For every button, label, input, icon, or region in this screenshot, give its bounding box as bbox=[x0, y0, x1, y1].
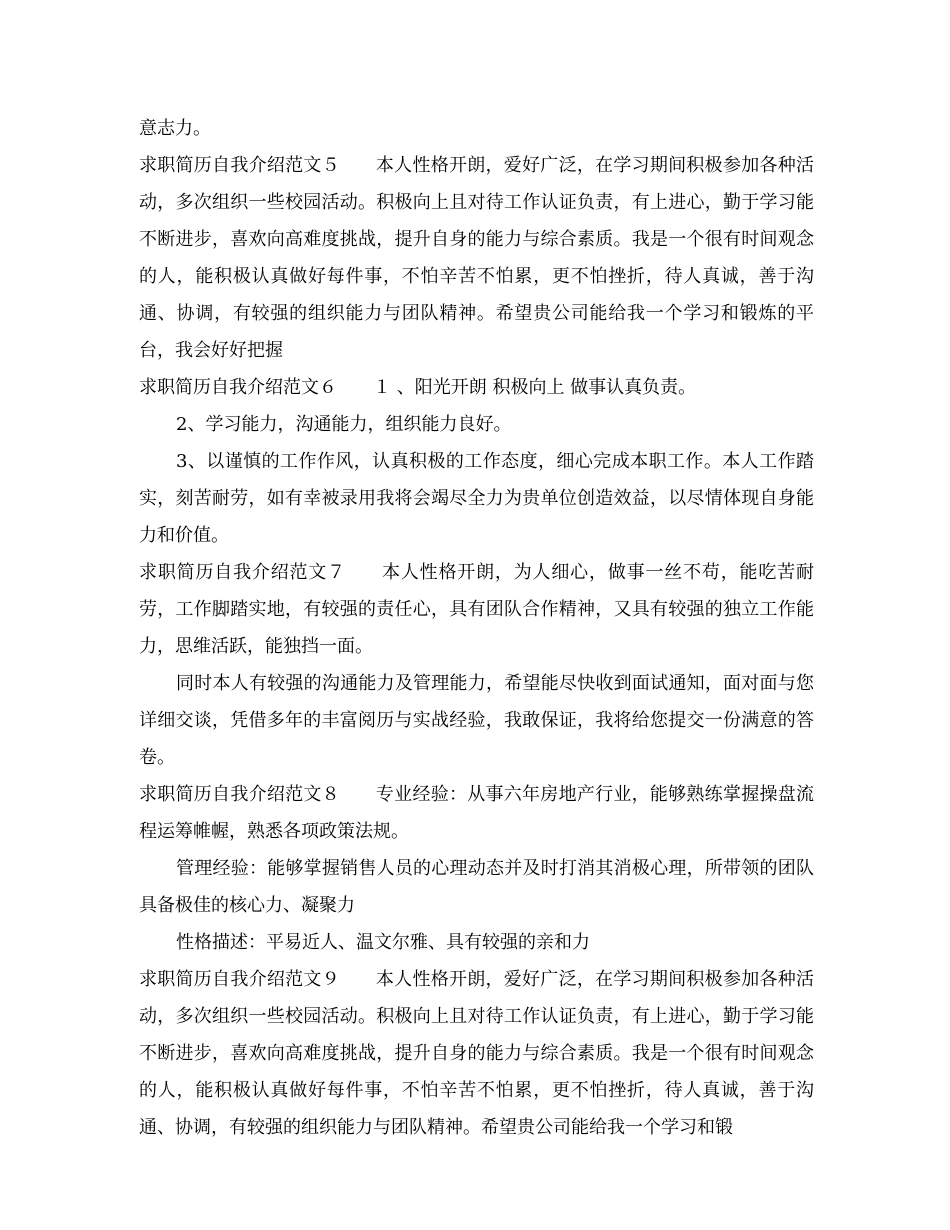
paragraph-3 bbox=[139, 369, 814, 406]
paragraph-6 bbox=[139, 554, 814, 665]
paragraph-5-text: 3、以谨慎的工作作风，认真积极的工作态度，细心完成本职工作。本人工作踏实，刻苦耐劳，如有幸被录用我将会竭尽全力为贵单位创造效益，以尽情体现自身能力和价值。 bbox=[139, 451, 814, 546]
paragraph-9-text: 管理经验：能够掌握销售人员的心理动态并及时打消其消极心理，所带领的团队具备极佳的核心力、凝聚力 bbox=[139, 858, 814, 916]
paragraph-1 bbox=[139, 110, 814, 147]
paragraph-8-text: 专业经验：从事六年房地产行业，能够熟练掌握操盘流程运筹帷幄，熟悉各项政策法规。 bbox=[139, 784, 815, 842]
paragraph-4 bbox=[139, 406, 814, 443]
section-heading-7: 求职简历自我介绍范文７ bbox=[139, 562, 346, 583]
paragraph-5 bbox=[139, 443, 814, 554]
paragraph-6-text: 本人性格开朗，为人细心，做事一丝不苟，能吃苦耐劳，工作脚踏实地，有较强的责任心，具有团队合作精神，又具有较强的独立工作能力，思维活跃，能独挡一面。 bbox=[139, 562, 814, 657]
section-heading-8: 求职简历自我介绍范文８ bbox=[139, 784, 340, 805]
section-heading-6: 求职简历自我介绍范文６ bbox=[139, 377, 337, 398]
paragraph-2 bbox=[139, 147, 814, 369]
paragraph-7-text: 同时本人有较强的沟通能力及管理能力，希望能尽快收到面试通知，面对面与您详细交谈，凭借多年的丰富阅历与实战经验，我敢保证，我将给您提交一份满意的答卷。 bbox=[139, 673, 814, 768]
paragraph-10 bbox=[139, 924, 814, 961]
paragraph-1-text: 意志力。 bbox=[139, 118, 211, 139]
paragraph-9 bbox=[139, 850, 814, 924]
paragraph-4-text: 2、学习能力，沟通能力，组织能力良好。 bbox=[176, 414, 512, 435]
paragraph-7 bbox=[139, 665, 814, 776]
document-body bbox=[139, 110, 814, 1146]
section-heading-9: 求职简历自我介绍范文９ bbox=[139, 969, 340, 990]
paragraph-8 bbox=[139, 776, 814, 850]
paragraph-3-text: １ 、阳光开朗 积极向上 做事认真负责。 bbox=[373, 377, 697, 398]
paragraph-11 bbox=[139, 961, 814, 1146]
paragraph-11-text: 本人性格开朗，爱好广泛，在学习期间积极参加各种活动，多次组织一些校园活动。积极向上且对待工作认证负责，有上进心，勤于学习能不断进步，喜欢向高难度挑战，提升自身的能力与综合素质。我是一个很有时间观念的人，能积极认真做好每件事，不怕辛苦不怕累，更不怕挫折，待人真诚，善于沟通、协调，有较强的组织能力与团队精神。希望贵公司能给我一个学习和锻 bbox=[139, 969, 815, 1138]
section-heading-5: 求职简历自我介绍范文５ bbox=[139, 155, 340, 176]
paragraph-2-text: 本人性格开朗，爱好广泛，在学习期间积极参加各种活动，多次组织一些校园活动。积极向上且对待工作认证负责，有上进心，勤于学习能不断进步，喜欢向高难度挑战，提升自身的能力与综合素质。我是一个很有时间观念的人，能积极认真做好每件事，不怕辛苦不怕累，更不怕挫折，待人真诚，善于沟通、协调，有较强的组织能力与团队精神。希望贵公司能给我一个学习和锻炼的平台，我会好好把握 bbox=[139, 155, 815, 361]
paragraph-10-text: 性格描述：平易近人、温文尔雅、具有较强的亲和力 bbox=[176, 932, 590, 953]
